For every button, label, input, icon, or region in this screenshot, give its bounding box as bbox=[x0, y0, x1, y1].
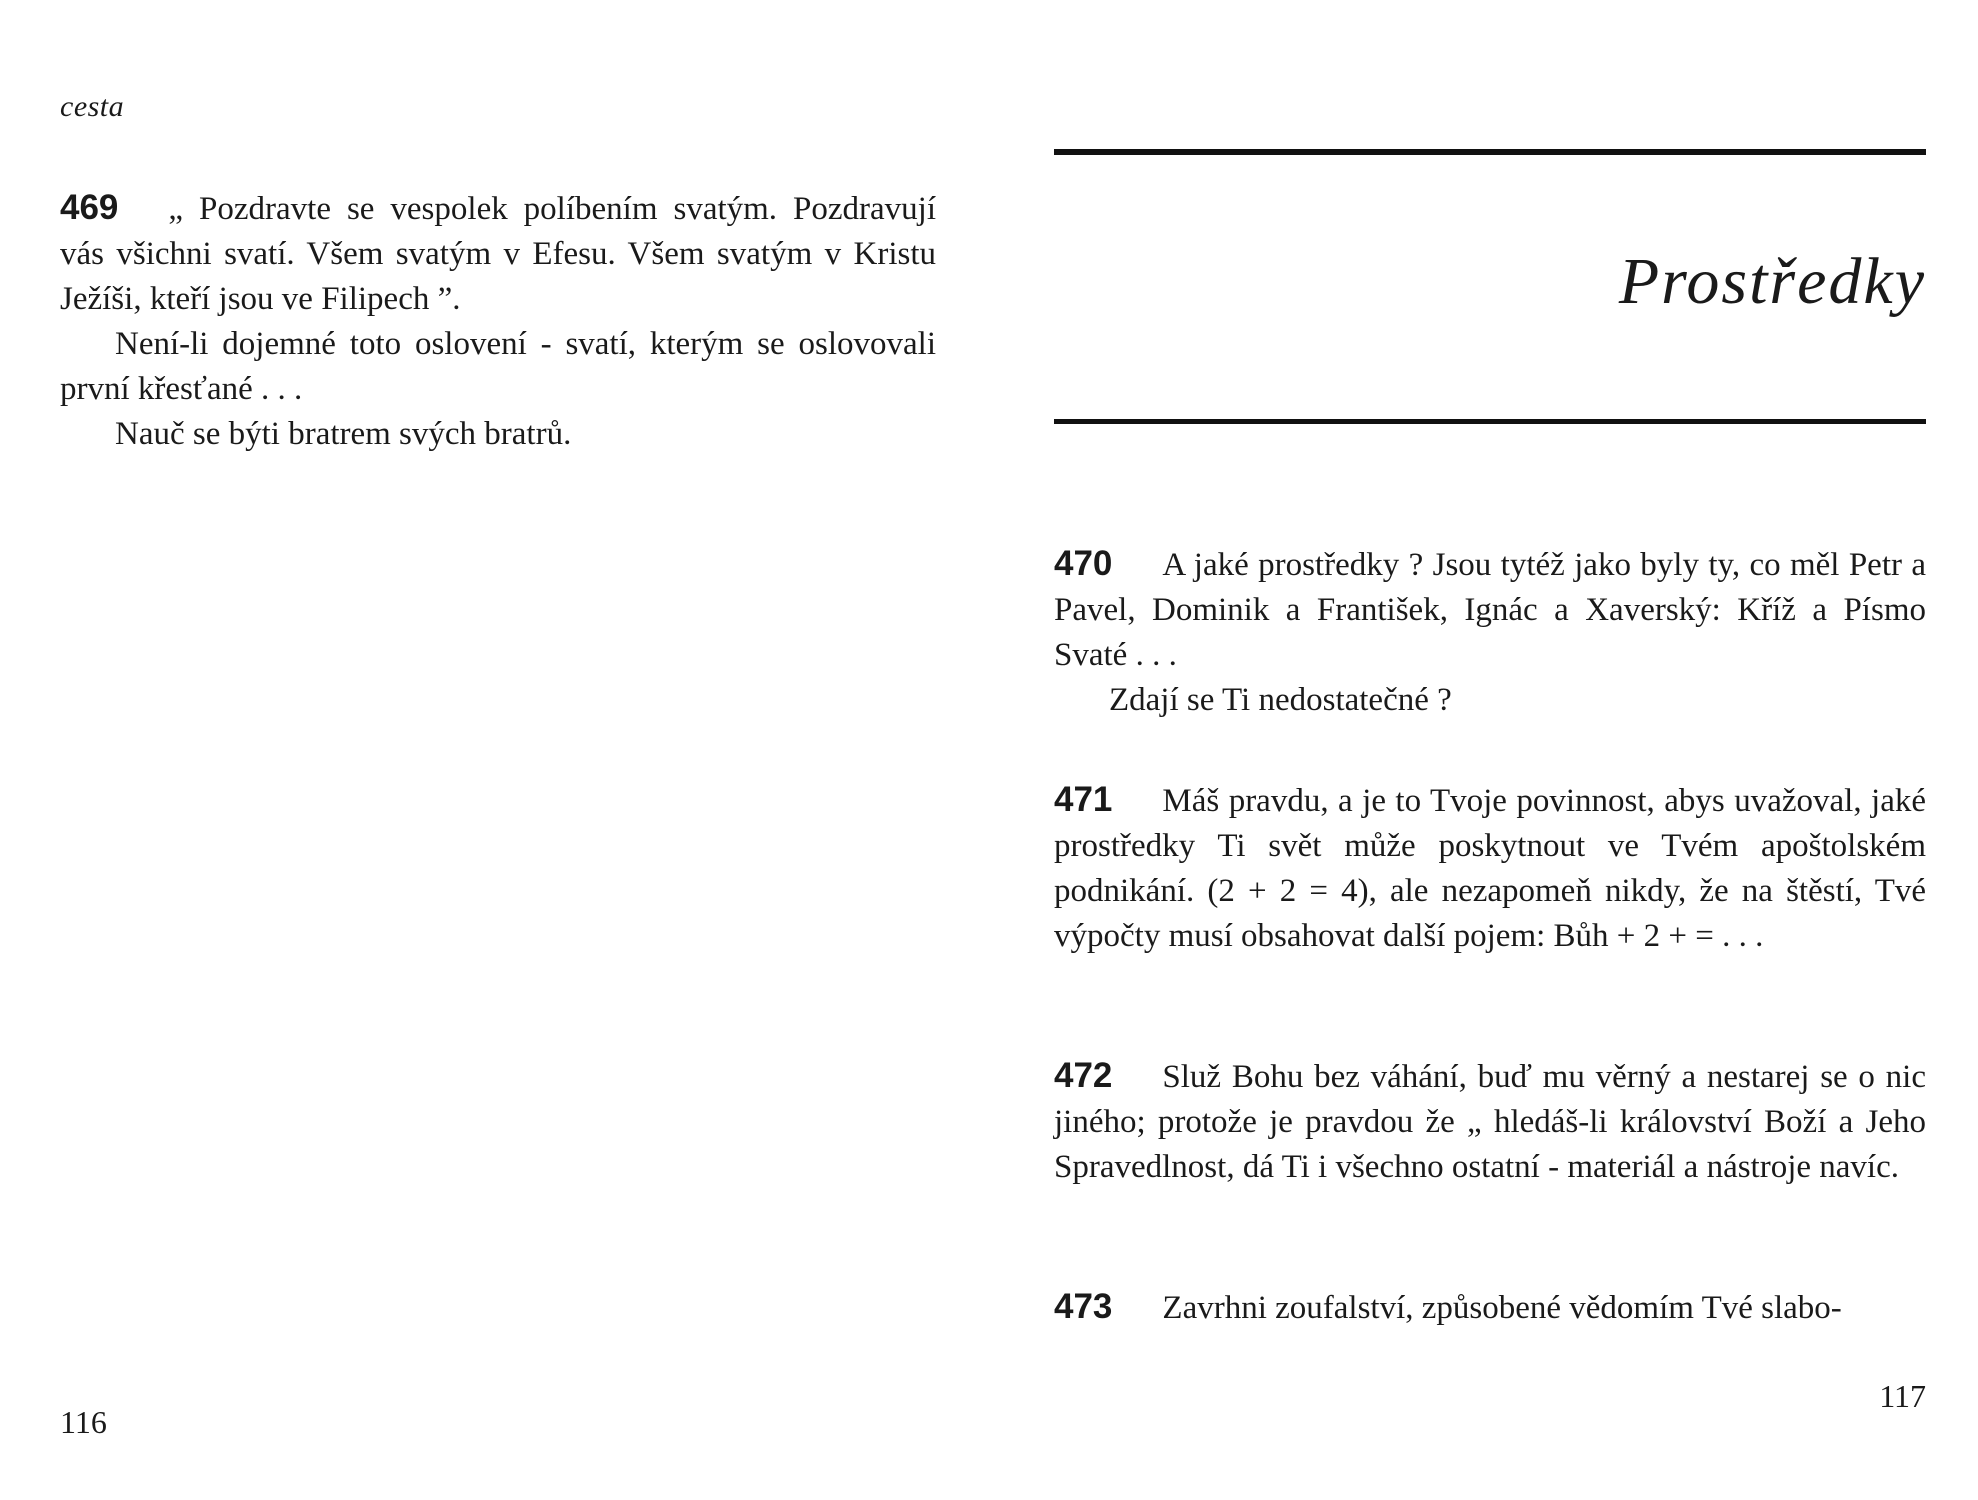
point-text: „ Pozdravte se vespolek políbením svatým. Pozdravují vás všichni svatí. Všem svatým v Efesu. Všem svatým v Kristu Ježíši, kteří jsou ve Filipech ”. bbox=[60, 191, 936, 317]
point-number: 469 bbox=[60, 188, 119, 227]
point-text: Máš pravdu, a je to Tvoje povinnost, abys uvažoval, jaké prostředky Ti svět může poskytnout ve Tvém apoštolském podnikání. (2 + 2 = 4), ale nezapomeň nikdy, že na štěstí, Tvé výpočty musí obsahovat další pojem: Bůh + 2 + = . . . bbox=[1054, 783, 1926, 954]
point-470 bbox=[1054, 541, 1926, 723]
page-number: 116 bbox=[60, 1404, 107, 1440]
point-469 bbox=[60, 185, 936, 457]
chapter-rule-bottom bbox=[1054, 419, 1926, 424]
point-number: 472 bbox=[1054, 1056, 1113, 1095]
point-text: Služ Bohu bez váhání, buď mu věrný a nestarej se o nic jiného; protože je pravdou že „ hledáš-li království Boží a Jeho Spravedlnost, dá Ti i všechno ostatní - materiál a nástroje navíc. bbox=[1054, 1059, 1926, 1185]
point-469-paragraph-1 bbox=[60, 185, 936, 322]
point-number: 470 bbox=[1054, 544, 1113, 583]
point-472-paragraph-1 bbox=[1054, 1053, 1926, 1190]
point-number: 471 bbox=[1054, 780, 1113, 819]
point-473 bbox=[1054, 1284, 1926, 1331]
running-head: cesta bbox=[60, 90, 125, 123]
chapter-title: Prostředky bbox=[1618, 245, 1926, 318]
point-473-paragraph-1 bbox=[1054, 1284, 1926, 1331]
point-471 bbox=[1054, 777, 1926, 959]
point-469-paragraph-2: Není-li dojemné toto oslovení - svatí, kterým se oslovovali první křesťané . . . bbox=[60, 326, 936, 407]
point-number: 473 bbox=[1054, 1287, 1113, 1326]
chapter-rule-top bbox=[1054, 149, 1926, 155]
point-text: A jaké prostředky ? Jsou tytéž jako byly ty, co měl Petr a Pavel, Dominik a František, Ignác a Xaverský: Kříž a Písmo Svaté . . . bbox=[1054, 547, 1926, 673]
page-number: 117 bbox=[1879, 1378, 1926, 1414]
right-page bbox=[989, 0, 1978, 1500]
point-470-paragraph-2: Zdají se Ti nedostatečné ? bbox=[1109, 682, 1452, 718]
point-469-paragraph-3: Nauč se býti bratrem svých bratrů. bbox=[115, 416, 572, 452]
point-text: Zavrhni zoufalství, způsobené vědomím Tvé slabo- bbox=[1162, 1290, 1842, 1326]
point-470-paragraph-1 bbox=[1054, 541, 1926, 678]
point-471-paragraph-1 bbox=[1054, 777, 1926, 959]
point-472 bbox=[1054, 1053, 1926, 1190]
